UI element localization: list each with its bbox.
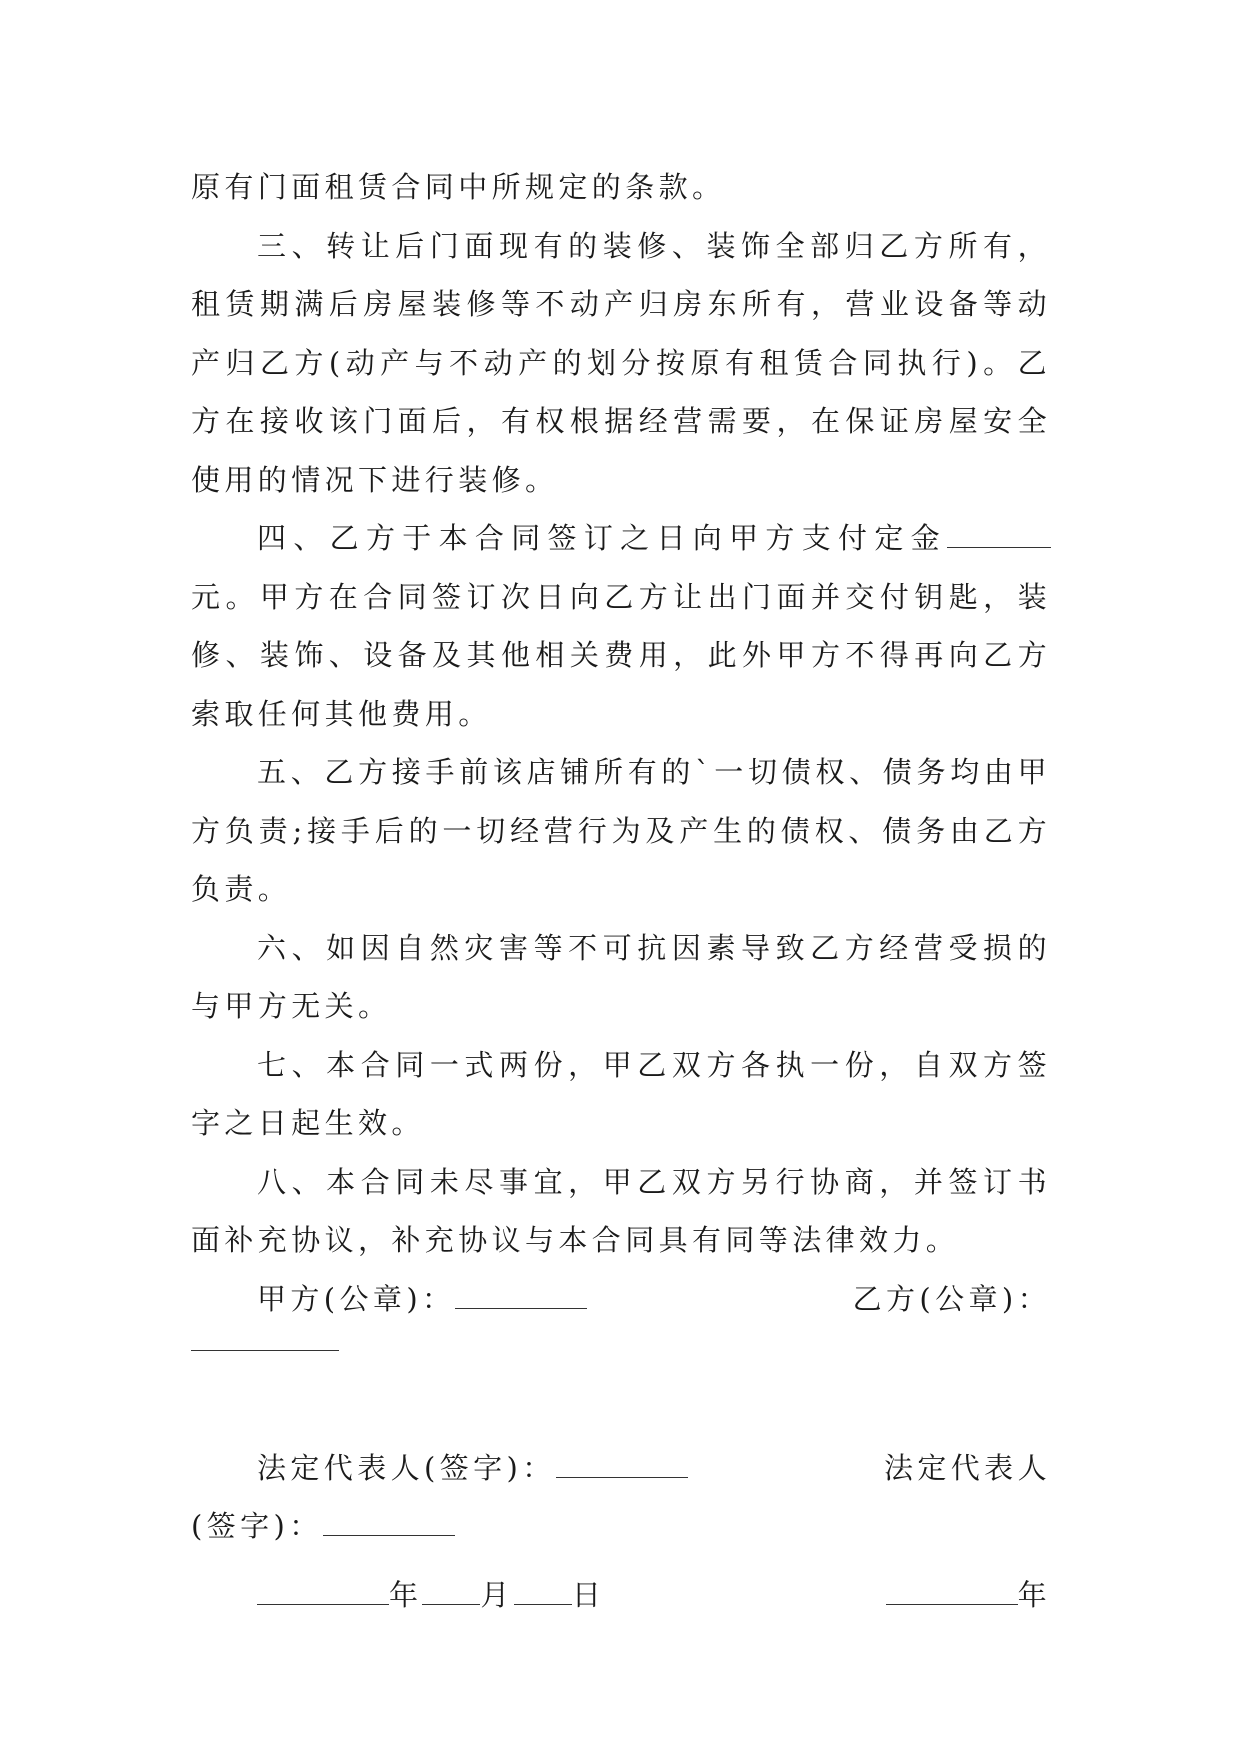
legal-rep-a-blank[interactable] xyxy=(556,1455,688,1478)
signature-spacer xyxy=(191,1387,1051,1439)
legal-rep-b-blank[interactable] xyxy=(323,1513,455,1536)
clause-three: 三、转让后门面现有的装修、装饰全部归乙方所有，租赁期满后房屋装修等不动产归房东所有，营业设备等动产归乙方(动产与不动产的划分按原有租赁合同执行)。乙方在接收该门面后，有权根据经营需要，在保证房屋安全使用的情况下进行装修。 xyxy=(191,228,1051,497)
legal-rep-a xyxy=(257,1439,688,1498)
party-b-seal-blank[interactable] xyxy=(191,1350,339,1351)
paragraph-continuation: 原有门面租赁合同中所规定的条款。 xyxy=(191,170,726,204)
date-a-month-blank[interactable] xyxy=(422,1582,480,1605)
legal-rep-b xyxy=(191,1497,455,1556)
legal-rep-a-label: 法定代表人(签字)： xyxy=(257,1450,556,1485)
clause-six: 六、如因自然灾害等不可抗因素导致乙方经营受损的与甲方无关。 xyxy=(191,930,1051,1023)
legal-rep-b-sign-label: (签字)： xyxy=(191,1509,323,1543)
clause-four-text-b: 元。甲方在合同签订次日向乙方让出门面并交付钥匙，装修、装饰、设备及其他相关费用，此外甲方不得再向乙方索取任何其他费用。 xyxy=(191,579,1051,731)
date-row xyxy=(191,1566,1051,1625)
date-b-year-blank[interactable] xyxy=(886,1582,1018,1605)
legal-rep-row xyxy=(191,1439,1051,1498)
date-a xyxy=(257,1566,605,1625)
legal-rep-b-row xyxy=(191,1497,1051,1556)
date-a-day-blank[interactable] xyxy=(514,1582,572,1605)
party-b-seal-line xyxy=(191,1328,1051,1387)
legal-rep-b-label: 法定代表人 xyxy=(883,1450,1051,1485)
party-a-seal-label: 甲方(公章)： xyxy=(257,1281,456,1316)
clause-five: 五、乙方接手前该店铺所有的`一切债权、债务均由甲方负责;接手后的一切经营行为及产生的债权、债务由乙方负责。 xyxy=(191,755,1051,906)
date-a-day-label: 日 xyxy=(571,1577,606,1612)
clause-eight: 八、本合同未尽事宜，甲乙双方另行协商，并签订书面补充协议，补充协议与本合同具有同等法律效力。 xyxy=(191,1164,1051,1257)
deposit-amount-blank[interactable] xyxy=(947,525,1051,548)
clause-seven: 七、本合同一式两份，甲乙双方各执一份，自双方签字之日起生效。 xyxy=(191,1047,1051,1140)
party-a-seal xyxy=(257,1270,587,1329)
date-a-year-blank[interactable] xyxy=(257,1582,389,1605)
party-a-seal-blank[interactable] xyxy=(455,1286,587,1309)
party-b-seal-label: 乙方(公章)： xyxy=(852,1281,1051,1316)
date-a-month-label: 月 xyxy=(480,1577,514,1612)
seal-row xyxy=(191,1270,1051,1329)
date-b-year-label: 年 xyxy=(1017,1577,1051,1612)
clause-four-text-a: 四、乙方于本合同签订之日向甲方支付定金 xyxy=(257,521,947,555)
contract-page xyxy=(191,158,1051,1624)
date-b xyxy=(886,1566,1051,1625)
clause-four xyxy=(191,509,1051,743)
date-a-year-label: 年 xyxy=(389,1577,423,1612)
